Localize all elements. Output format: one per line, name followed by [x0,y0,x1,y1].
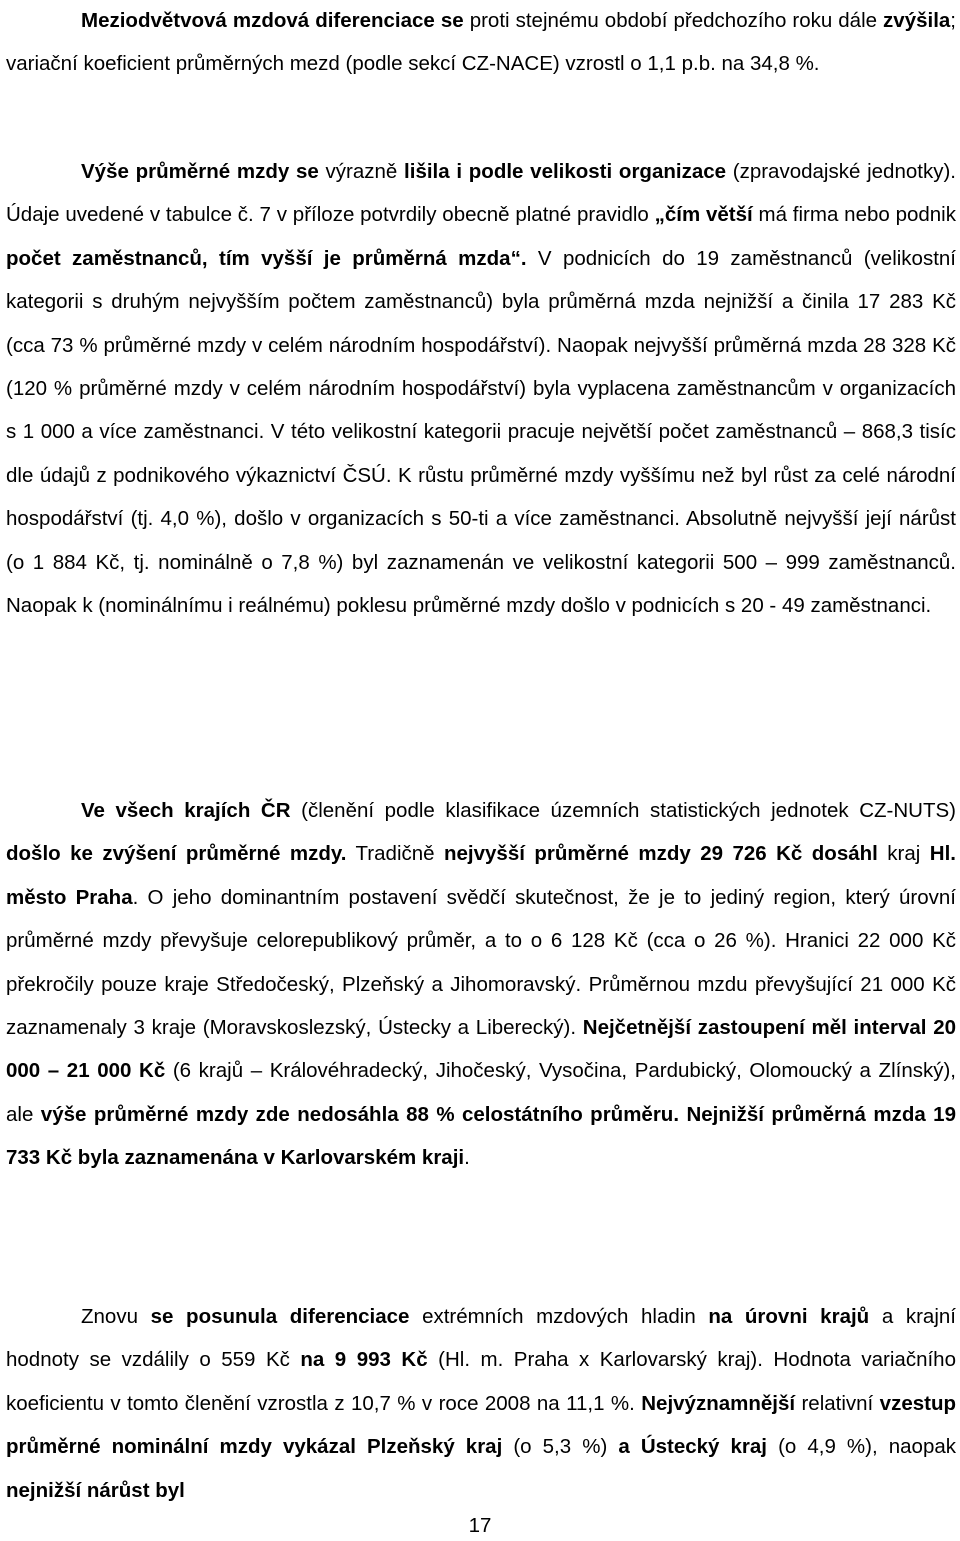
bold-phrase: se posunula diferenciace [150,1305,410,1328]
paragraph-wage-by-organization-size [6,150,956,627]
text-run: má firma nebo podnik [752,203,956,227]
text-run: Znovu [81,1305,151,1328]
text-run: relativní [795,1391,880,1415]
paragraph-wage-by-region [6,789,956,1180]
bold-phrase: a Ústecký kraj [618,1435,767,1459]
text-run: (o 5,3 %) [502,1435,619,1459]
text-run: výrazně [318,160,405,183]
bold-phrase: vzestup průměrné nominální mzdy vykázal Plzeňský kraj [6,1391,956,1459]
text-run: (6 krajů – Královéhradecký, Jihočeský, Vysočina, Pardubický, Olomoucký a Zlínský), ale [6,1059,956,1126]
text-run: Tradičně [346,842,444,866]
text-run: (zpravodajské jednotky). Údaje uvedené v tabulce č. 7 v příloze potvrdily obecně platné pravidlo [6,160,956,227]
bold-phrase: došlo ke zvýšení průměrné mzdy. [6,842,347,866]
bold-phrase: Ve všech krajích ČR [81,799,291,822]
bold-phrase: na 9 993 Kč [300,1348,428,1372]
paragraph-wage-differentiation-sectors [6,0,956,86]
bold-phrase: počet zaměstnanců, tím vyšší je průměrná mzda“. [6,246,527,270]
bold-phrase: na úrovni krajů [708,1305,870,1328]
bold-phrase: výše průměrné mzdy zde nedosáhla 88 % celostátního průměru. Nejnižší průměrná mzda 19 733 Kč byla zaznamenána v Karlovarském kraji [6,1102,956,1170]
paragraph-regional-extremes [6,1295,956,1512]
bold-phrase: lišila i podle velikosti organizace [404,160,727,183]
bold-phrase: Nejvýznamnější [641,1391,796,1415]
bold-phrase: Výše průměrné mzdy se [81,160,319,183]
bold-phrase: nejnižší nárůst byl [6,1478,185,1502]
text-run: (členění podle klasifikace územních statistických jednotek CZ-NUTS) [290,799,956,822]
bold-phrase: Nejčetnější zastoupení měl interval 20 000 – 21 000 Kč [6,1016,957,1083]
text-run: . [464,1146,470,1170]
page-number: 17 [468,1514,492,1537]
bold-phrase: nejvyšší průměrné mzdy 29 726 Kč dosáhl [444,842,878,866]
bold-phrase: „čím větší [654,203,753,227]
text-run: (Hl. m. Praha x Karlovarský kraj). Hodnota variačního koeficientu v tomto členění vzrostla z 10,7 % v roce 2008 na 11,1 %. [6,1348,956,1415]
bold-phrase: Hl. město Praha [6,842,956,909]
text-run: proti stejnému období předchozího roku dále [463,9,884,32]
text-run: extrémních mzdových hladin [409,1305,709,1328]
bold-phrase: zvýšila [883,9,951,32]
text-run: ; variační koeficient průměrných mezd (podle sekcí CZ-NACE) vzrostl o 1,1 p.b. na 34,8 %. [6,9,956,76]
text-run: V podnicích do 19 zaměstnanců (velikostní kategorii s druhým nejvyšším počtem zaměstnanců) byla průměrná mzda nejnižší a činila 17 283 Kč (cca 73 % průměrné mzdy v celém národním hospodářství). Naopak nejvyšší průměrná mzda 28 328 Kč (120 % průměrné mzdy v celém národním hospodářství) byla vyplacena zaměstnancům v organizacích s 1 000 a více zaměstnanci. V této velikostní kategorii pracuje největší počet zaměstnanců – 868,3 tisíc dle údajů z podnikového výkaznictví ČSÚ. K růstu průměrné mzdy vyššímu než byl růst za celé národní hospodářství (tj. 4,0 %), došlo v organizacích s 50-ti a více zaměstnanci. Absolutně nejvyšší její nárůst (o 1 884 Kč, tj. nominálně o 7,8 %) byl zaznamenán ve velikostní kategorii 500 – 999 zaměstnanců. Naopak k (nominálnímu i reálnému) poklesu průměrné mzdy došlo v podnicích s 20 - 49 zaměstnanci. [6,246,957,618]
text-run: (o 4,9 %), naopak [767,1435,957,1459]
text-run: kraj [877,842,930,866]
text-run: . O jeho dominantním postavení svědčí skutečnost, že je to jediný region, který úrovní průměrné mzdy převyšuje celorepublikový průměr, a to o 6 128 Kč (cca o 26 %). Hranici 22 000 Kč překročily pouze kraje Středočeský, Plzeňský a Jihomoravský. Průměrnou mzdu převyšující 21 000 Kč zaznamenaly 3 kraje (Moravskoslezský, Ústecky a Liberecký). [6,885,956,1040]
bold-phrase: Meziodvětvová mzdová diferenciace se [81,9,464,32]
text-run: a krajní hodnoty se vzdálily o 559 Kč [6,1305,956,1372]
